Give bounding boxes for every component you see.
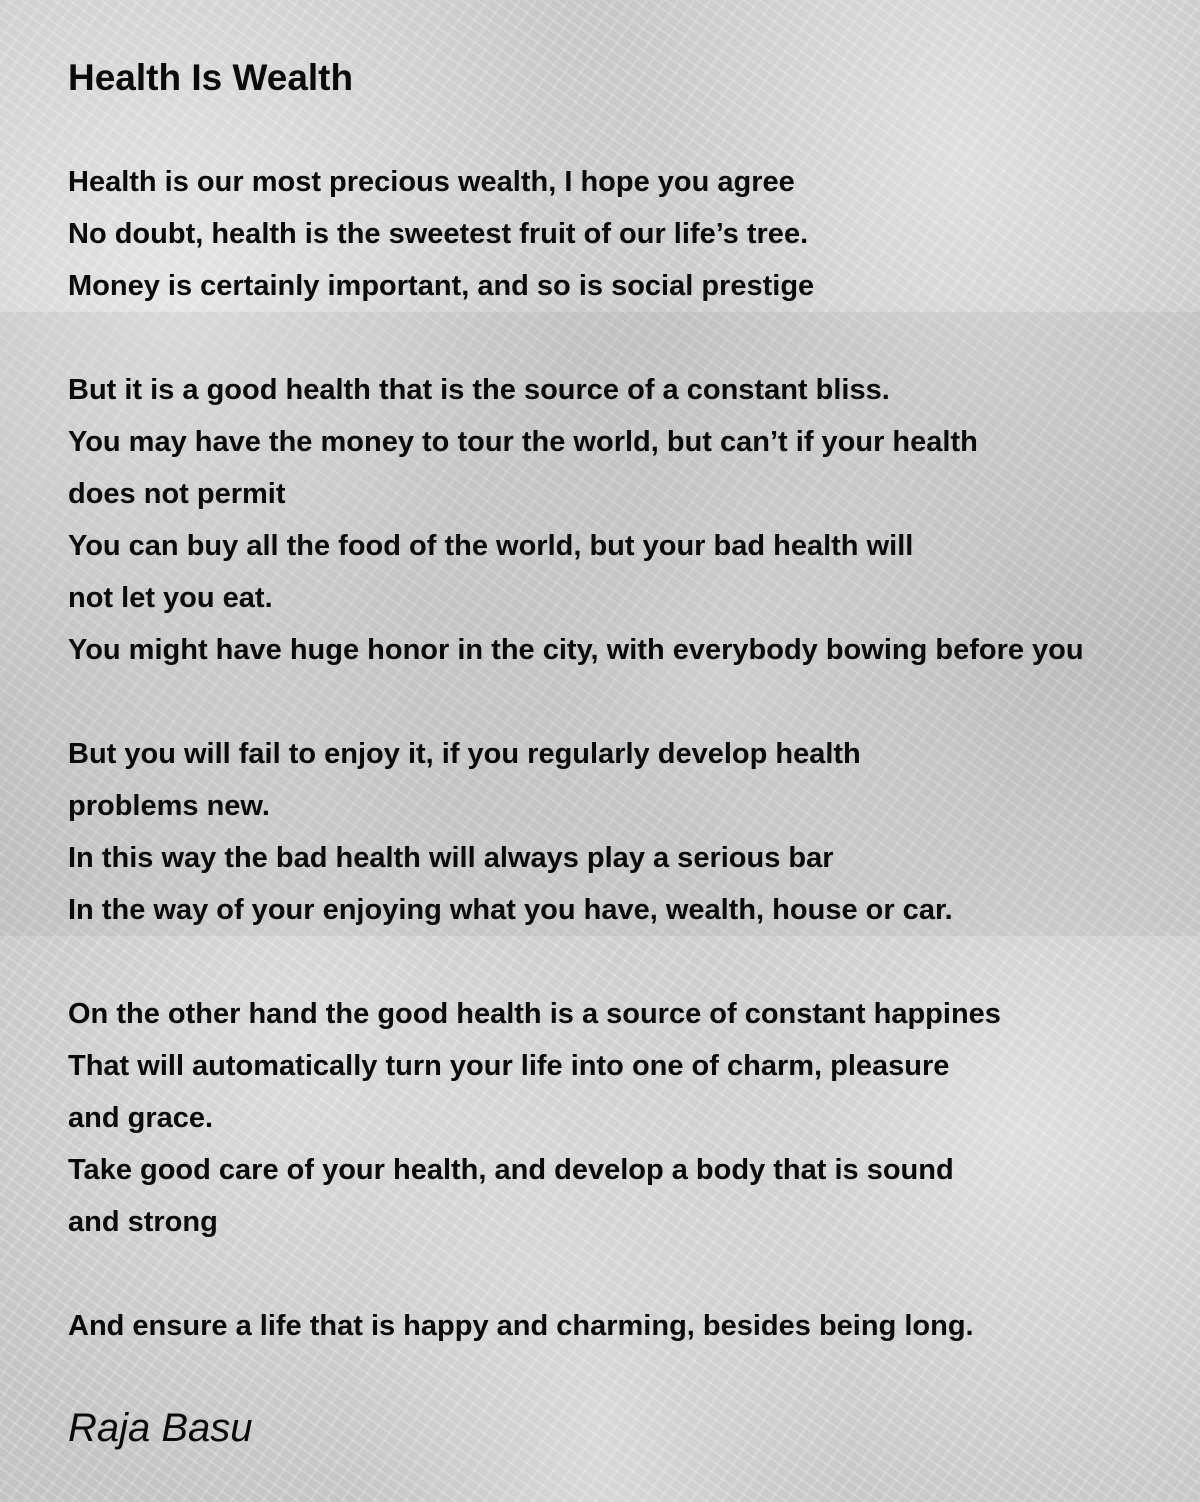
poem-line: problems new. <box>68 790 270 822</box>
poem-line: does not permit <box>68 478 286 510</box>
poem-body <box>68 156 1200 1352</box>
poem-line: But you will fail to enjoy it, if you regularly develop health <box>68 738 861 770</box>
poem-line: Take good care of your health, and develop a body that is sound <box>68 1154 954 1186</box>
stanza-break <box>68 676 1200 728</box>
author-name: Raja Basu <box>68 1406 253 1450</box>
poem-line: In the way of your enjoying what you have, wealth, house or car. <box>68 894 953 926</box>
poem-line: You might have huge honor in the city, with everybody bowing before you <box>68 634 1084 666</box>
poem-line: You can buy all the food of the world, but your bad health will <box>68 530 914 562</box>
poem-line: You may have the money to tour the world, but can’t if your health <box>68 426 978 458</box>
stanza-break <box>68 312 1200 364</box>
stanza-break <box>68 936 1200 988</box>
poem-line: In this way the bad health will always play a serious bar <box>68 842 834 874</box>
poem-line: Health is our most precious wealth, I hope you agree <box>68 166 795 198</box>
poem <box>68 52 1200 1352</box>
stanza-break <box>68 1248 1200 1300</box>
poem-line: and grace. <box>68 1102 214 1134</box>
poem-line: Money is certainly important, and so is social prestige <box>68 270 815 302</box>
poem-line: On the other hand the good health is a source of constant happines <box>68 998 1001 1030</box>
poem-line: No doubt, health is the sweetest fruit of our life’s tree. <box>68 218 809 250</box>
poem-line: not let you eat. <box>68 582 273 614</box>
poem-line: That will automatically turn your life into one of charm, pleasure <box>68 1050 950 1082</box>
poem-title: Health Is Wealth <box>68 57 354 98</box>
poem-line: And ensure a life that is happy and charming, besides being long. <box>68 1310 974 1342</box>
poem-line: and strong <box>68 1206 218 1238</box>
poem-line: But it is a good health that is the source of a constant bliss. <box>68 374 890 406</box>
